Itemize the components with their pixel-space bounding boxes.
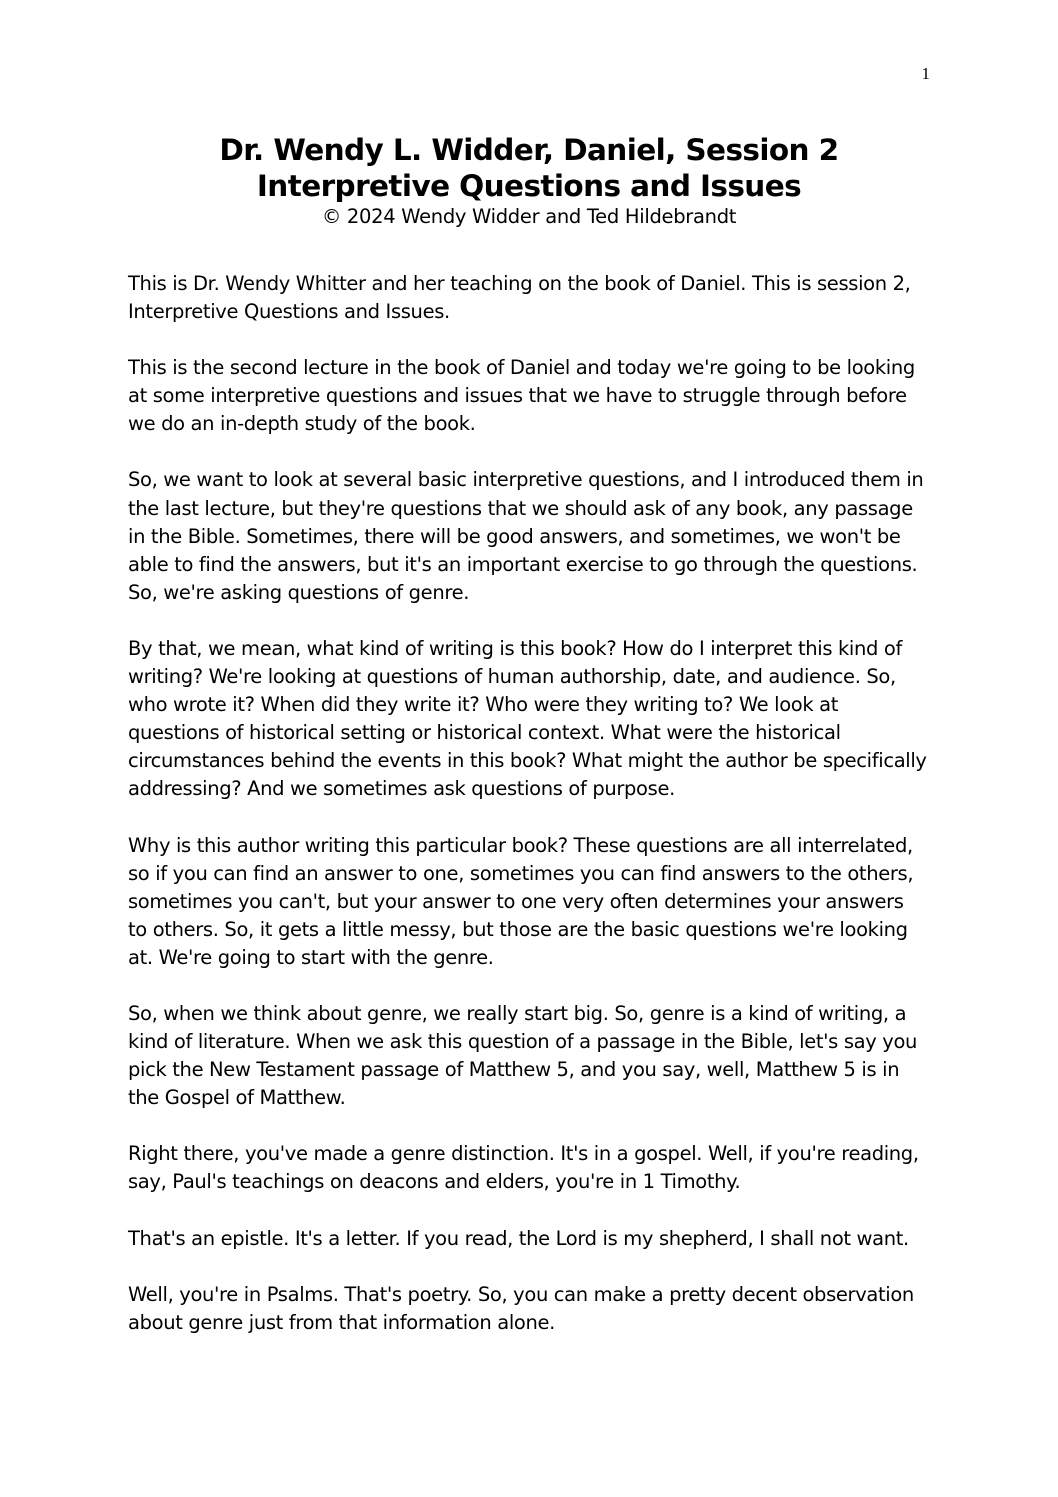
paragraph: That's an epistle. It's a letter. If you read, the Lord is my shepherd, I shall not want. (128, 1226, 909, 1250)
paragraph: This is Dr. Wendy Whitter and her teaching on the book of Daniel. This is session 2, Interpretive Questions and Issues. (128, 272, 911, 324)
document-subtitle: Interpretive Questions and Issues (256, 169, 802, 203)
page-number: 1 (921, 64, 930, 83)
paragraph: Well, you're in Psalms. That's poetry. So, you can make a pretty decent observation about genre just from that information alone. (128, 1282, 914, 1334)
title-block (0, 132, 1058, 230)
copyright-notice: © 2024 Wendy Widder and Ted Hildebrandt (321, 205, 737, 228)
paragraph: By that, we mean, what kind of writing is this book? How do I interpret this kind of writing? We're looking at questions of human authorship, date, and audience. So, who wrote it? When did they write it? Who were they writing to? We look at questions of historical setting or historical context. What were the historical circumstances behind the events in this book? What might the author be specifically addressing? And we sometimes ask questions of purpose. (128, 636, 927, 801)
document-title: Dr. Wendy L. Widder, Daniel, Session 2 (219, 133, 839, 167)
paragraph: Right there, you've made a genre distinction. It's in a gospel. Well, if you're reading, say, Paul's teachings on deacons and elders, you're in 1 Timothy. (128, 1142, 919, 1194)
body-text (128, 270, 928, 1365)
paragraph: So, we want to look at several basic interpretive questions, and I introduced them in the last lecture, but they're questions that we should ask of any book, any passage in the Bible. Sometimes, there will be good answers, and sometimes, we won't be able to find the answers, but it's an important exercise to go through the questions. So, we're asking questions of genre. (128, 468, 924, 604)
paragraph: This is the second lecture in the book of Daniel and today we're going to be looking at some interpretive questions and issues that we have to struggle through before we do an in-depth study of the book. (128, 356, 915, 436)
paragraph: Why is this author writing this particular book? These questions are all interrelated, so if you can find an answer to one, sometimes you can find answers to the others, sometimes you can't, but your answer to one very often determines your answers to others. So, it gets a little messy, but those are the basic questions we're looking at. We're going to start with the genre. (128, 833, 914, 969)
paragraph: So, when we think about genre, we really start big. So, genre is a kind of writing, a kind of literature. When we ask this question of a passage in the Bible, let's say you pick the New Testament passage of Matthew 5, and you say, well, Matthew 5 is in the Gospel of Matthew. (128, 1001, 918, 1110)
